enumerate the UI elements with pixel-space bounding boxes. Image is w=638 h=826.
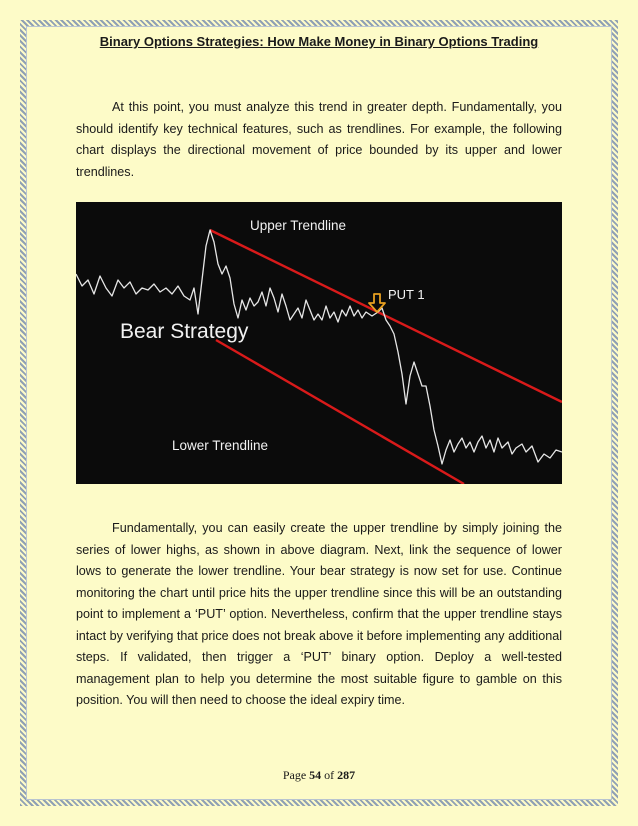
paragraph-strategy-text: Fundamentally, you can easily create the upper trendline by simply joining the series of lower highs, as shown in above diagram. Next, link the sequence of lower lows to generate the lower trendline. Your bear strategy is now set for use. Continue monitoring the chart until price hits the upper trendline since this will be an outstanding point to implement a ‘PUT’ option. Nevertheless, confirm that the upper trendline stays intact by verifying that price does not break above it before implementing any additional steps. If validated, then trigger a ‘PUT’ binary option. Deploy a well-tested management plan to help you determine the most suitable figure to gamble on this position. You will then need to choose the ideal expiry time. [76,521,562,707]
page-number: 54 [309,768,322,782]
page-total: 287 [337,768,356,782]
bear-strategy-label: Bear Strategy [120,320,249,343]
chart-svg [76,202,562,484]
lower-trendline-label: Lower Trendline [172,438,269,453]
page-of: of [324,768,335,782]
page-header-title: Binary Options Strategies: How Make Money in Binary Options Trading [99,34,539,49]
paragraph-strategy [76,518,562,712]
paragraph-intro [76,97,562,183]
page-footer [0,768,638,783]
upper-trendline-label: Upper Trendline [250,218,347,233]
lower-trendline [216,340,464,484]
bear-strategy-chart [76,202,562,484]
upper-trendline [210,230,562,402]
page-prefix: Page [282,768,307,782]
put-label: PUT 1 [388,287,425,302]
price-line [76,230,562,464]
paragraph-intro-text: At this point, you must analyze this trend in greater depth. Fundamentally, you should identify key technical features, such as trendlines. For example, the following chart displays the directional movement of price bounded by its upper and lower trendlines. [76,100,562,179]
